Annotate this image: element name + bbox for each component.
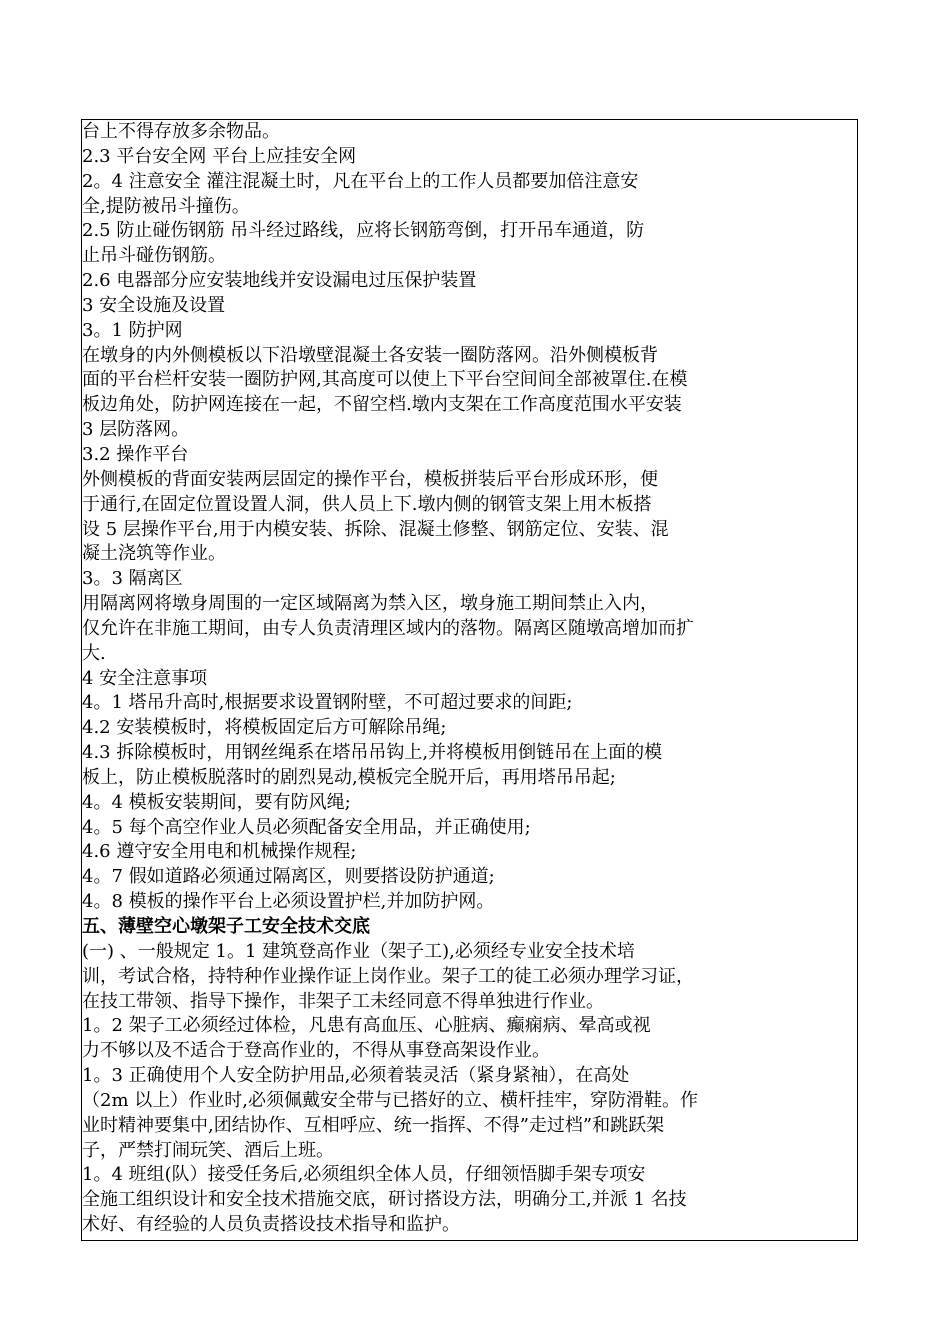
text-line: 设 5 层操作平台,用于内模安装、拆除、混凝土修整、钢筋定位、安装、混 <box>82 519 669 540</box>
text-line: 3 安全设施及设置 <box>82 295 226 316</box>
document-frame <box>81 119 858 1241</box>
text-line: 用隔离网将墩身周围的一定区域隔离为禁入区，墩身施工期间禁止入内， <box>82 593 658 614</box>
text-line: 止吊斗碰伤钢筋。 <box>82 245 226 266</box>
text-line: 板上，防止模板脱落时的剧烈晃动,模板完全脱开后，再用塔吊吊起; <box>82 767 616 788</box>
text-line: 全施工组织设计和安全技术措施交底，研讨搭设方法，明确分工,并派 1 名技 <box>82 1189 687 1210</box>
text-line: 4。8 模板的操作平台上必须设置护栏,并加防护网。 <box>82 891 495 912</box>
text-line: 在墩身的内外侧模板以下沿墩壁混凝土各安装一圈防落网。沿外侧模板背 <box>82 345 658 366</box>
text-line: 业时精神要集中,团结协作、互相呼应、统一指挥、不得”走过档”和跳跃架 <box>82 1115 665 1136</box>
text-line: 凝土浇筑等作业。 <box>82 543 226 564</box>
text-line: 力不够以及不适合于登高作业的，不得从事登高架设作业。 <box>82 1040 550 1061</box>
text-line: 2.5 防止碰伤钢筋 吊斗经过路线，应将长钢筋弯倒，打开吊车通道，防 <box>82 220 645 241</box>
text-line: 4.6 遵守安全用电和机械操作规程; <box>82 841 357 862</box>
text-line: （2m 以上）作业时,必须佩戴安全带与已搭好的立、横杆挂牢，穿防滑鞋。作 <box>82 1090 698 1111</box>
text-line: 4。5 每个高空作业人员必须配备安全用品，并正确使用; <box>82 817 531 838</box>
text-line: 2。4 注意安全 灌注混凝土时，凡在平台上的工作人员都要加倍注意安 <box>82 171 639 192</box>
text-line: 2.6 电器部分应安装地线并安设漏电过压保护装置 <box>82 270 477 291</box>
text-line: 大. <box>82 643 106 664</box>
text-line: 1。2 架子工必须经过体检，凡患有高血压、心脏病、癫痫病、晕高或视 <box>82 1015 651 1036</box>
text-line: 台上不得存放多余物品。 <box>82 121 280 142</box>
section-heading: 五、薄壁空心墩架子工安全技术交底 <box>82 916 370 937</box>
text-line: 4.3 拆除模板时，用钢丝绳系在塔吊吊钩上,并将模板用倒链吊在上面的模 <box>82 742 663 763</box>
text-line: 术好、有经验的人员负责搭设技术指导和监护。 <box>82 1214 460 1235</box>
text-line: 仅允许在非施工期间，由专人负责清理区域内的落物。隔离区随墩高增加而扩 <box>82 618 694 639</box>
text-line: 训，考试合格，持特种作业操作证上岗作业。架子工的徒工必须办理学习证， <box>82 966 694 987</box>
text-line: 3 层防落网。 <box>82 419 190 440</box>
text-line: 3。3 隔离区 <box>82 568 183 589</box>
text-line: 2.3 平台安全网 平台上应挂安全网 <box>82 146 357 167</box>
text-line: 于通行,在固定位置设置人洞，供人员上下.墩内侧的钢管支架上用木板搭 <box>82 494 652 515</box>
text-line: 4。4 模板安装期间，要有防风绳; <box>82 792 351 813</box>
text-line: 外侧模板的背面安装两层固定的操作平台，模板拼装后平台形成环形，便 <box>82 469 658 490</box>
text-line: (一) 、一般规定 1。1 建筑登高作业（架子工),必须经专业安全技术培 <box>82 941 635 962</box>
text-line: 面的平台栏杆安装一圈防护网,其高度可以使上下平台空间间全部被罩住.在模 <box>82 369 688 390</box>
text-line: 4.2 安装模板时，将模板固定后方可解除吊绳; <box>82 717 447 738</box>
text-line: 3。1 防护网 <box>82 320 183 341</box>
text-line: 子，严禁打闹玩笑、酒后上班。 <box>82 1140 334 1161</box>
text-line: 1。4 班组(队）接受任务后,必须组织全体人员，仔细领悟脚手架专项安 <box>82 1164 646 1185</box>
text-line: 板边角处，防护网连接在一起，不留空档.墩内支架在工作高度范围水平安装 <box>82 394 682 415</box>
text-line: 4。7 假如道路必须通过隔离区，则要搭设防护通道; <box>82 866 495 887</box>
text-line: 3.2 操作平台 <box>82 444 189 465</box>
text-line: 在技工带领、指导下操作，非架子工未经同意不得单独进行作业。 <box>82 991 604 1012</box>
text-line: 全,提防被吊斗撞伤。 <box>82 196 250 217</box>
text-line: 4。1 塔吊升高时,根据要求设置钢附壁，不可超过要求的间距; <box>82 692 573 713</box>
text-line: 4 安全注意事项 <box>82 668 208 689</box>
text-line: 1。3 正确使用个人安全防护用品,必须着装灵活（紧身紧袖），在高处 <box>82 1065 630 1086</box>
